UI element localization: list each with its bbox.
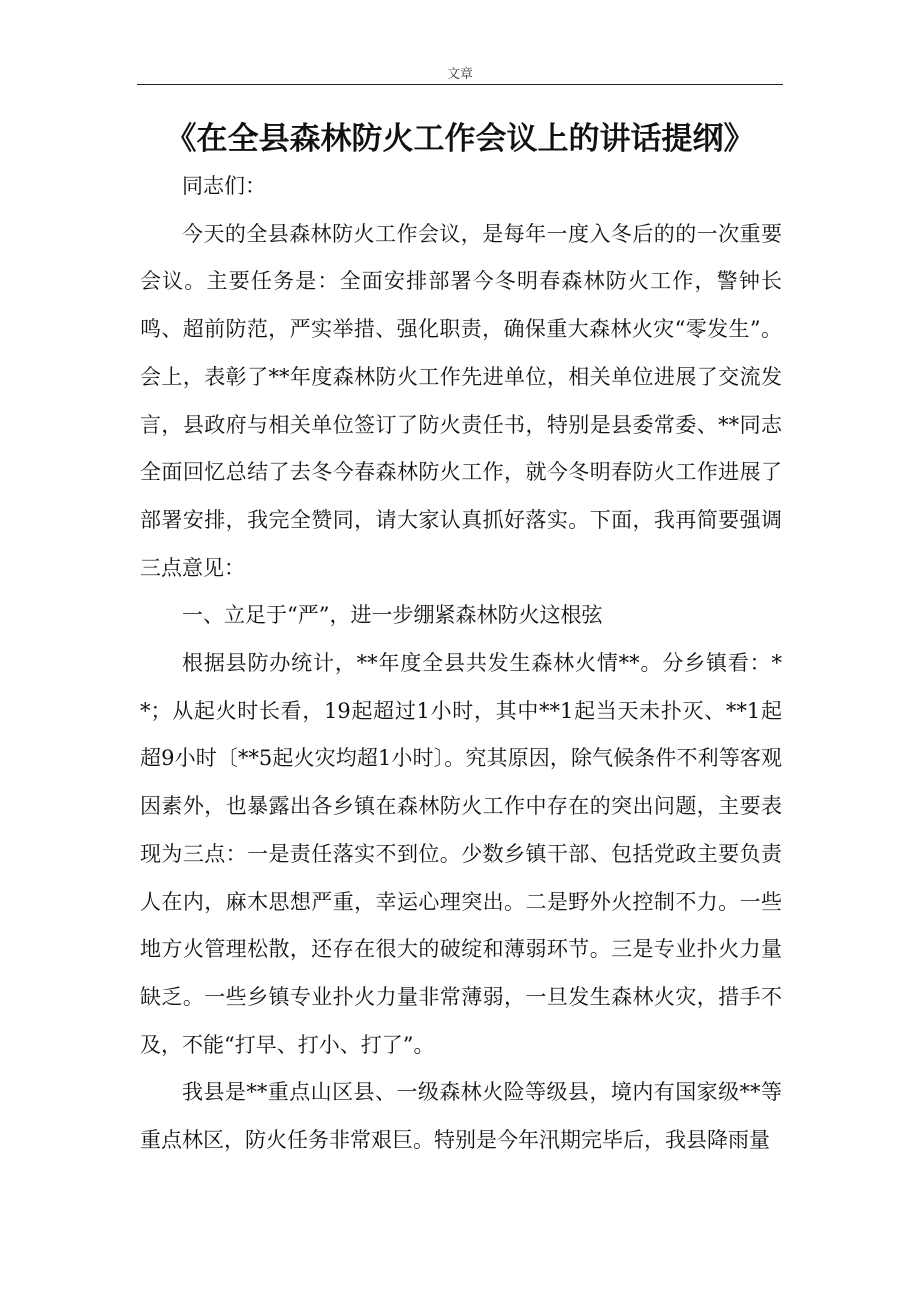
paragraph: 根据县防办统计，**年度全县共发生森林火情**。分乡镇看：**；从起火时长看，19起超过1小时，其中**1起当天未扑灭、**1起超9小时〔**5起火灾均超1小时〕。究其原因，除气候条件不利等客观因素外，也暴露出各乡镇在森林防火工作中存在的突出问题，主要表现为三点：一是责任落实不到位。少数乡镇干部、包括党政主要负责人在内，麻木思想严重，幸运心理突出。二是野外火控制不力。一些地方火管理松散，还存在很大的破绽和薄弱环节。三是专业扑火力量缺乏。一些乡镇专业扑火力量非常薄弱，一旦发生森林火灾，措手不及，不能“打早、打小、打了”。 [140,651,782,1057]
paragraph: 我县是**重点山区县、一级森林火险等级县，境内有国家级**等重点林区，防火任务非常艰巨。特别是今年汛期完毕后，我县降雨量 [140,1080,782,1153]
paragraph: 今天的全县森林防火工作会议，是每年一度入冬后的的一次重要会议。主要任务是：全面安排部署今冬明春森林防火工作，警钟长鸣、超前防范，严实举措、强化职责，确保重大森林火灾“零发生”。会上，表彰了**年度森林防火工作先进单位，相关单位进展了交流发言，县政府与相关单位签订了防火责任书，特别是县委常委、**同志全面回忆总结了去冬今春森林防火工作，就今冬明春防火工作进展了部署安排，我完全赞同，请大家认真抓好落实。下面，我再简要强调三点意见： [140,221,782,580]
document-body [140,163,782,1165]
document-title: 《在全县森林防火工作会议上的讲话提纲》 [165,121,755,157]
page-header-label: 文章 [446,67,473,82]
section-heading: 一、立足于“严”，进一步绷紧森林防火这根弦 [182,603,603,628]
salutation: 同志们： [182,174,266,198]
header-divider [137,84,783,85]
